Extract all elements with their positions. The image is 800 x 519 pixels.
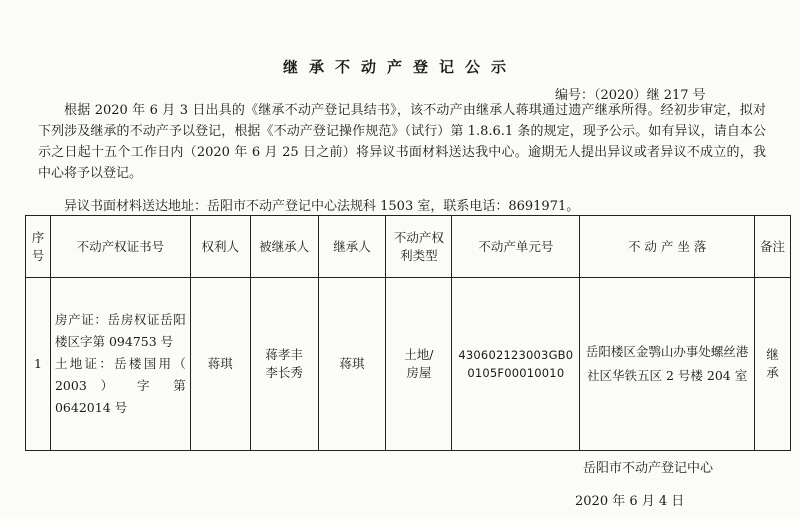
cell-cert: 房产证：岳房权证岳阳楼区字第 094753 号 土地证：岳楼国用（ 2003 ） 字 第 0642014 号: [50, 278, 190, 451]
cell-seq: 1: [26, 278, 51, 451]
header-holder: 权利人: [190, 216, 250, 278]
header-unit: 不动产单元号: [452, 216, 580, 278]
header-cert: 不动产权证书号: [50, 216, 190, 278]
cell-heir: 蒋琪: [318, 278, 386, 451]
notice-title: 继承不动产登记公示: [282, 58, 517, 76]
cell-unit: 430602123003GB0 0105F00010010: [452, 278, 580, 451]
header-heir: 继承人: [318, 216, 386, 278]
notice-paragraph: 根据 2020 年 6 月 3 日出具的《继承不动产登记具结书》，该不动产由继承人蒋琪通过遗产继承所得。经初步审定，拟对下列涉及继承的不动产予以登记，根据《不动产登记操作规范》（试行）第 1.8.6.1 条的规定，现予公示。如有异议，请自本公示之日起十五个工作日内（2020 年 6 月 25 日之前）将异议书面材料送达我中心。逾期无人提出异议或者异议不成立的，我中心将予以登记。: [38, 103, 766, 181]
cell-type: 土地/ 房屋: [386, 278, 452, 451]
table-header-row: [26, 216, 791, 278]
header-decedent: 被继承人: [250, 216, 318, 278]
property-table: [25, 215, 791, 451]
cell-location: 岳阳楼区金鹗山办事处螺丝港社区华铁五区 2 号楼 204 室: [580, 278, 755, 451]
issuer: 岳阳市不动产登记中心: [583, 461, 714, 476]
cell-remark: 继 承: [754, 278, 790, 451]
header-location: 不 动 产 坐 落: [580, 216, 755, 278]
header-seq: 序号: [26, 216, 51, 278]
objection-address: 异议书面材料送达地址：岳阳市不动产登记中心法规科 1503 室，联系电话：8691971。: [64, 199, 580, 214]
header-remark: 备注: [754, 216, 790, 278]
issue-date: 2020 年 6 月 4 日: [575, 494, 685, 509]
header-type: 不动产权利类型: [386, 216, 452, 278]
notice-number: 编号：（2020）继 217 号: [555, 88, 706, 103]
table-row: [26, 278, 791, 451]
cell-holder: 蒋琪: [190, 278, 250, 451]
cell-decedent: 蒋孝丰 李长秀: [250, 278, 318, 451]
